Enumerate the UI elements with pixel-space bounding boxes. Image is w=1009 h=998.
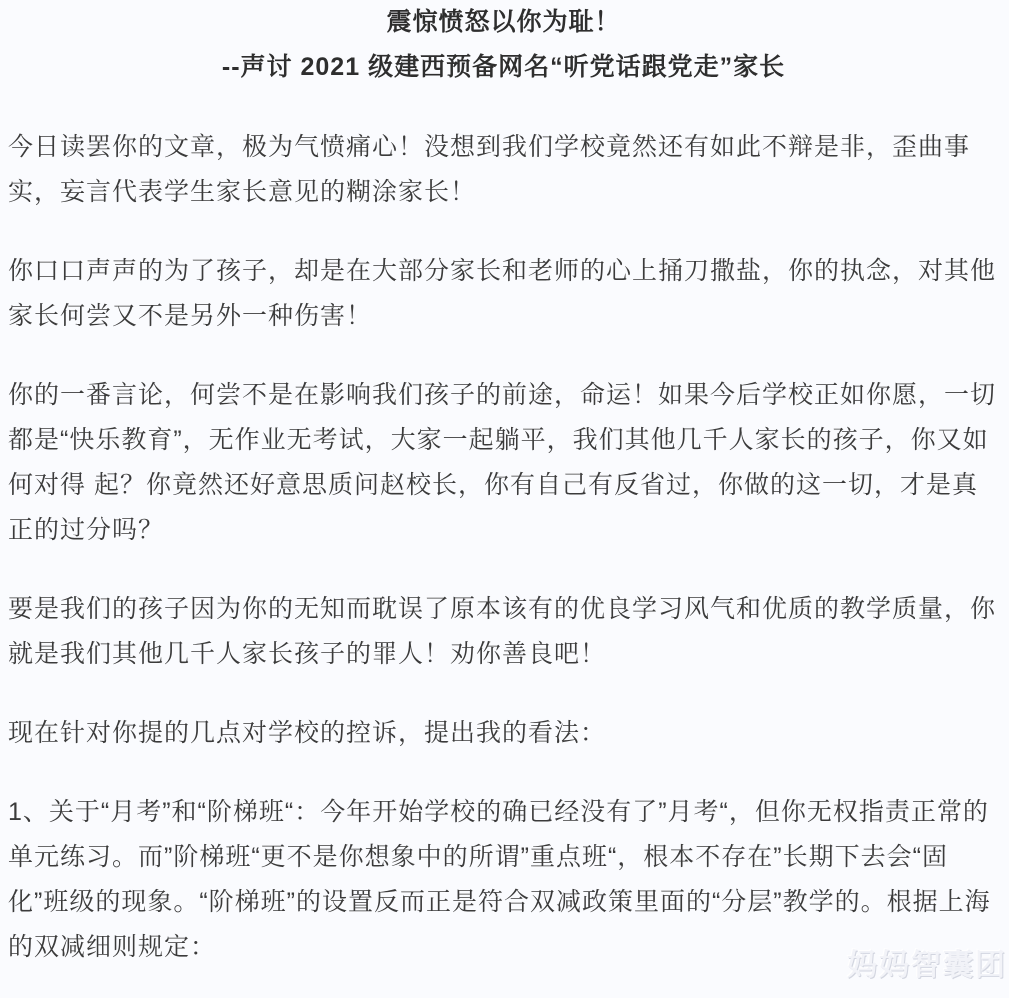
paragraph-5: 现在针对你提的几点对学校的控诉，提出我的看法：	[8, 719, 607, 747]
article-title: 震惊愤怒以你为耻！	[386, 8, 621, 36]
paragraph-1: 今日读罢你的文章，极为气愤痛心！没想到我们学校竟然还有如此不辩是非，歪曲事实，妄言代表学生家长意见的糊涂家长！	[8, 133, 971, 206]
paragraph-6: 1、关于“月考”和“阶梯班“：今年开始学校的确已经没有了”月考“，但你无权指责正常的单元练习。而”阶梯班“更不是你想象中的所谓”重点班“，根本不存在”长期下去会“固化”班级的现象。“阶梯班”的设置反而正是符合双减政策里面的“分层”教学的。根据上海的双减细则规定：	[8, 798, 991, 961]
paragraph-3: 你的一番言论，何尝不是在影响我们孩子的前途，命运！如果今后学校正如你愿，一切都是“快乐教育”，无作业无考试，大家一起躺平，我们其他几千人家长的孩子，你又如何对得 起？你竟然还好意思质问赵校长，你有自己有反省过，你做的这一切，才是真正的过分吗？	[8, 381, 997, 544]
article-subtitle: --声讨 2021 级建西预备网名“听党话跟党走”家长	[221, 53, 786, 81]
paragraph-2: 你口口声声的为了孩子，却是在大部分家长和老师的心上捅刀撒盐，你的执念，对其他家长何尝又不是另外一种伤害！	[8, 257, 997, 330]
paragraph-4: 要是我们的孩子因为你的无知而耽误了原本该有的优良学习风气和优质的教学质量，你就是我们其他几千人家长孩子的罪人！劝你善良吧！	[8, 595, 997, 668]
watermark: 妈妈智囊团	[847, 949, 1007, 982]
